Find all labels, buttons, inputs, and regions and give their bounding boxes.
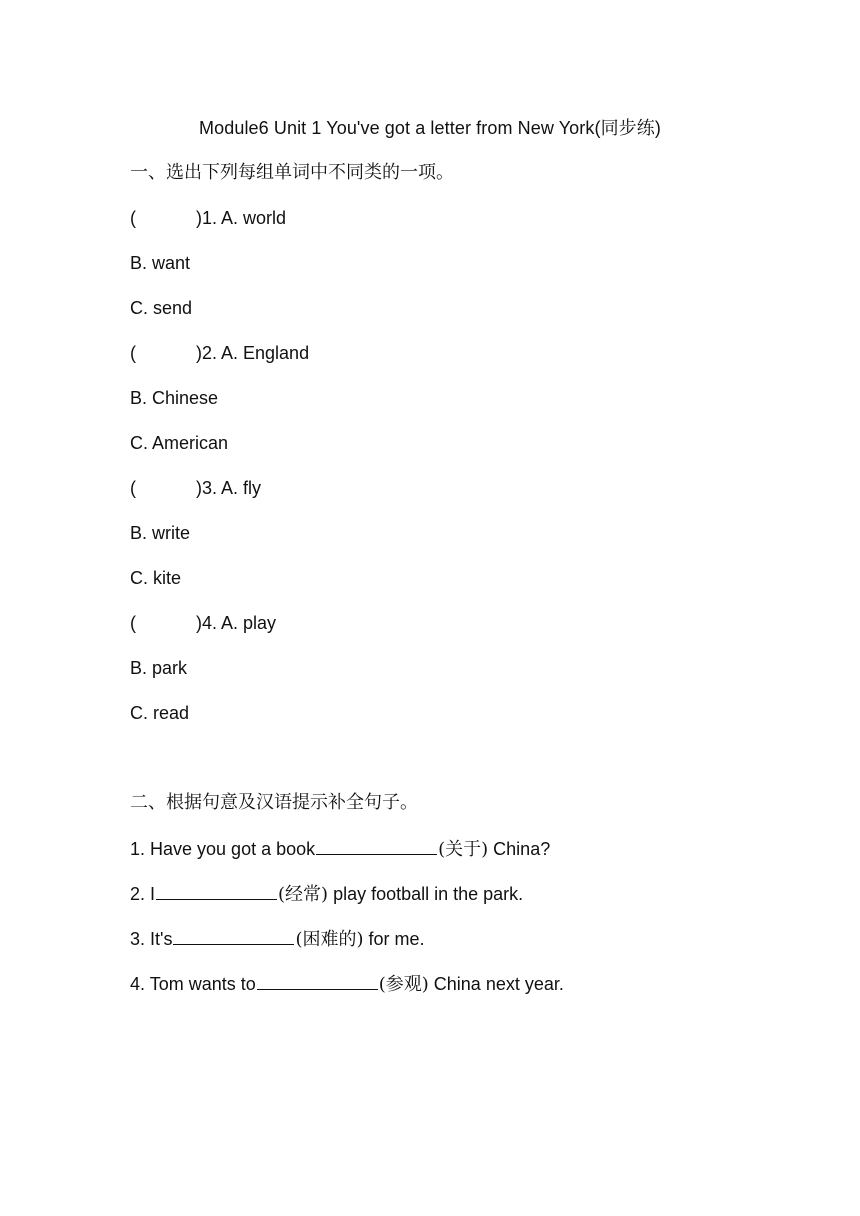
question-1-option-a: )1. A. world <box>196 208 287 228</box>
fill-blank-4[interactable] <box>257 971 378 990</box>
question-1-option-c: C. send <box>130 298 193 318</box>
fill-item-3-after: for me. <box>363 929 425 949</box>
fill-item-4 <box>130 971 564 998</box>
fill-item-2 <box>130 881 523 908</box>
fill-item-1-text: 1. Have you got a book <box>130 839 316 859</box>
fill-item-2-after: play football in the park. <box>328 884 524 904</box>
document-title: Module6 Unit 1 You've got a letter from New York(同步练) <box>199 118 661 138</box>
fill-item-1-hint: (关于) <box>438 839 489 860</box>
question-4-line <box>130 610 276 636</box>
question-4-option-a: )4. A. play <box>196 613 277 633</box>
question-4-option-c: C. read <box>130 703 190 723</box>
fill-item-4-text: 4. Tom wants to <box>130 974 256 994</box>
answer-paren-open: ( <box>130 613 136 633</box>
answer-paren-open: ( <box>130 478 136 498</box>
fill-item-2-text: 2. I <box>130 884 156 904</box>
answer-paren-open: ( <box>130 208 136 228</box>
fill-item-3-text: 3. It's <box>130 929 173 949</box>
question-3-line <box>130 475 261 501</box>
question-4-option-b: B. park <box>130 658 188 678</box>
fill-item-1-after: China? <box>488 839 551 859</box>
fill-item-3 <box>130 926 425 953</box>
fill-item-3-hint: (困难的) <box>295 929 364 950</box>
section-2-heading: 二、根据句意及汉语提示补全句子。 <box>130 792 418 813</box>
fill-item-1 <box>130 836 550 863</box>
fill-item-2-hint: (经常) <box>278 884 329 905</box>
question-2-option-a: )2. A. England <box>196 343 310 363</box>
fill-blank-3[interactable] <box>173 926 294 945</box>
question-1-option-b: B. want <box>130 253 191 273</box>
question-3-option-b: B. write <box>130 523 191 543</box>
answer-paren-open: ( <box>130 343 136 363</box>
fill-item-4-hint: (参观) <box>378 974 429 995</box>
question-3-option-a: )3. A. fly <box>196 478 262 498</box>
fill-item-4-after: China next year. <box>428 974 564 994</box>
question-2-line <box>130 340 309 366</box>
section-1-heading: 一、选出下列每组单词中不同类的一项。 <box>130 162 454 183</box>
fill-blank-2[interactable] <box>156 881 277 900</box>
question-1-line <box>130 205 286 231</box>
fill-blank-1[interactable] <box>316 836 437 855</box>
question-2-option-b: B. Chinese <box>130 388 219 408</box>
question-2-option-c: C. American <box>130 433 229 453</box>
question-3-option-c: C. kite <box>130 568 182 588</box>
